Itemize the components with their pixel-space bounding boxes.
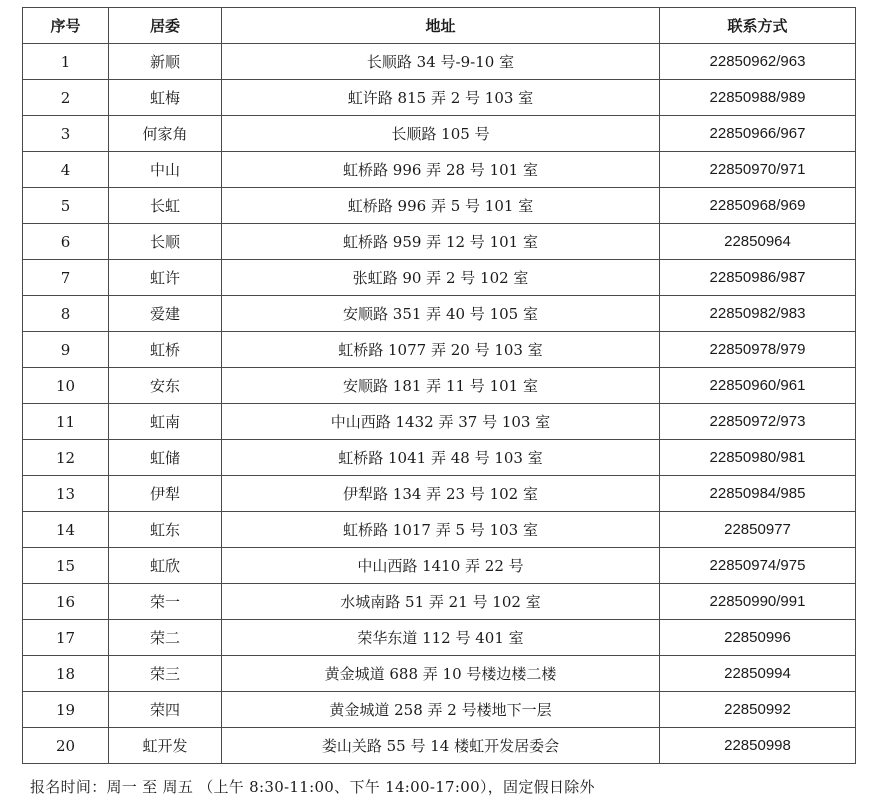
cell-index: 11 xyxy=(23,404,109,440)
cell-committee: 长顺 xyxy=(109,224,222,260)
table-row xyxy=(23,404,856,440)
cell-index: 14 xyxy=(23,512,109,548)
cell-contact: 22850984/985 xyxy=(660,476,856,512)
cell-address: 虹桥路 1041 弄 48 号 103 室 xyxy=(222,440,660,476)
cell-contact: 22850992 xyxy=(660,692,856,728)
cell-index: 7 xyxy=(23,260,109,296)
table-body xyxy=(23,44,856,764)
table-header xyxy=(23,8,856,44)
cell-committee: 何家角 xyxy=(109,116,222,152)
cell-committee: 虹许 xyxy=(109,260,222,296)
cell-committee: 爱建 xyxy=(109,296,222,332)
cell-address: 安顺路 181 弄 11 号 101 室 xyxy=(222,368,660,404)
cell-contact: 22850977 xyxy=(660,512,856,548)
header-row xyxy=(23,8,856,44)
table-row xyxy=(23,260,856,296)
cell-committee: 长虹 xyxy=(109,188,222,224)
cell-index: 1 xyxy=(23,44,109,80)
cell-index: 18 xyxy=(23,656,109,692)
cell-address: 虹桥路 996 弄 28 号 101 室 xyxy=(222,152,660,188)
cell-committee: 虹南 xyxy=(109,404,222,440)
cell-address: 虹桥路 1077 弄 20 号 103 室 xyxy=(222,332,660,368)
cell-index: 15 xyxy=(23,548,109,584)
cell-address: 虹桥路 996 弄 5 号 101 室 xyxy=(222,188,660,224)
table-row xyxy=(23,548,856,584)
cell-contact: 22850986/987 xyxy=(660,260,856,296)
cell-address: 娄山关路 55 号 14 楼虹开发居委会 xyxy=(222,728,660,764)
table-row xyxy=(23,692,856,728)
cell-index: 6 xyxy=(23,224,109,260)
cell-index: 9 xyxy=(23,332,109,368)
cell-committee: 伊犁 xyxy=(109,476,222,512)
cell-index: 20 xyxy=(23,728,109,764)
cell-committee: 虹东 xyxy=(109,512,222,548)
header-committee: 居委 xyxy=(109,8,222,44)
cell-contact: 22850970/971 xyxy=(660,152,856,188)
cell-committee: 虹欣 xyxy=(109,548,222,584)
header-index: 序号 xyxy=(23,8,109,44)
cell-committee: 中山 xyxy=(109,152,222,188)
cell-committee: 新顺 xyxy=(109,44,222,80)
header-address: 地址 xyxy=(222,8,660,44)
cell-address: 虹许路 815 弄 2 号 103 室 xyxy=(222,80,660,116)
table-row xyxy=(23,440,856,476)
cell-address: 虹桥路 959 弄 12 号 101 室 xyxy=(222,224,660,260)
cell-contact: 22850968/969 xyxy=(660,188,856,224)
cell-index: 12 xyxy=(23,440,109,476)
cell-index: 5 xyxy=(23,188,109,224)
cell-address: 长顺路 34 号-9-10 室 xyxy=(222,44,660,80)
table-row xyxy=(23,296,856,332)
cell-address: 黄金城道 688 弄 10 号楼边楼二楼 xyxy=(222,656,660,692)
cell-committee: 虹梅 xyxy=(109,80,222,116)
cell-committee: 荣三 xyxy=(109,656,222,692)
cell-index: 19 xyxy=(23,692,109,728)
cell-address: 水城南路 51 弄 21 号 102 室 xyxy=(222,584,660,620)
cell-index: 13 xyxy=(23,476,109,512)
cell-index: 3 xyxy=(23,116,109,152)
cell-committee: 虹储 xyxy=(109,440,222,476)
table-row xyxy=(23,656,856,692)
cell-index: 10 xyxy=(23,368,109,404)
cell-committee: 荣一 xyxy=(109,584,222,620)
cell-address: 荣华东道 112 号 401 室 xyxy=(222,620,660,656)
cell-index: 2 xyxy=(23,80,109,116)
cell-contact: 22850960/961 xyxy=(660,368,856,404)
table-row xyxy=(23,476,856,512)
cell-address: 伊犁路 134 弄 23 号 102 室 xyxy=(222,476,660,512)
cell-contact: 22850966/967 xyxy=(660,116,856,152)
committee-directory-table xyxy=(22,7,856,764)
table-row xyxy=(23,44,856,80)
cell-index: 8 xyxy=(23,296,109,332)
table-row xyxy=(23,332,856,368)
cell-index: 4 xyxy=(23,152,109,188)
cell-committee: 虹开发 xyxy=(109,728,222,764)
header-contact: 联系方式 xyxy=(660,8,856,44)
cell-address: 黄金城道 258 弄 2 号楼地下一层 xyxy=(222,692,660,728)
cell-contact: 22850972/973 xyxy=(660,404,856,440)
cell-committee: 荣四 xyxy=(109,692,222,728)
cell-contact: 22850964 xyxy=(660,224,856,260)
table-row xyxy=(23,116,856,152)
cell-address: 中山西路 1432 弄 37 号 103 室 xyxy=(222,404,660,440)
cell-contact: 22850990/991 xyxy=(660,584,856,620)
cell-address: 虹桥路 1017 弄 5 号 103 室 xyxy=(222,512,660,548)
table-row xyxy=(23,368,856,404)
cell-contact: 22850982/983 xyxy=(660,296,856,332)
table-row xyxy=(23,584,856,620)
table-row xyxy=(23,152,856,188)
cell-committee: 虹桥 xyxy=(109,332,222,368)
cell-index: 16 xyxy=(23,584,109,620)
cell-address: 张虹路 90 弄 2 号 102 室 xyxy=(222,260,660,296)
table-row xyxy=(23,224,856,260)
cell-address: 安顺路 351 弄 40 号 105 室 xyxy=(222,296,660,332)
cell-contact: 22850962/963 xyxy=(660,44,856,80)
cell-address: 中山西路 1410 弄 22 号 xyxy=(222,548,660,584)
cell-contact: 22850980/981 xyxy=(660,440,856,476)
cell-index: 17 xyxy=(23,620,109,656)
table-row xyxy=(23,80,856,116)
table-row xyxy=(23,512,856,548)
cell-committee: 安东 xyxy=(109,368,222,404)
cell-contact: 22850988/989 xyxy=(660,80,856,116)
cell-committee: 荣二 xyxy=(109,620,222,656)
cell-address: 长顺路 105 号 xyxy=(222,116,660,152)
cell-contact: 22850998 xyxy=(660,728,856,764)
cell-contact: 22850994 xyxy=(660,656,856,692)
table-row xyxy=(23,188,856,224)
table-row xyxy=(23,728,856,764)
cell-contact: 22850978/979 xyxy=(660,332,856,368)
registration-hours-note: 报名时间：周一 至 周五 （上午 8:30-11:00、下午 14:00-17:00），固定假日除外 xyxy=(30,778,595,796)
cell-contact: 22850996 xyxy=(660,620,856,656)
table-row xyxy=(23,620,856,656)
cell-contact: 22850974/975 xyxy=(660,548,856,584)
